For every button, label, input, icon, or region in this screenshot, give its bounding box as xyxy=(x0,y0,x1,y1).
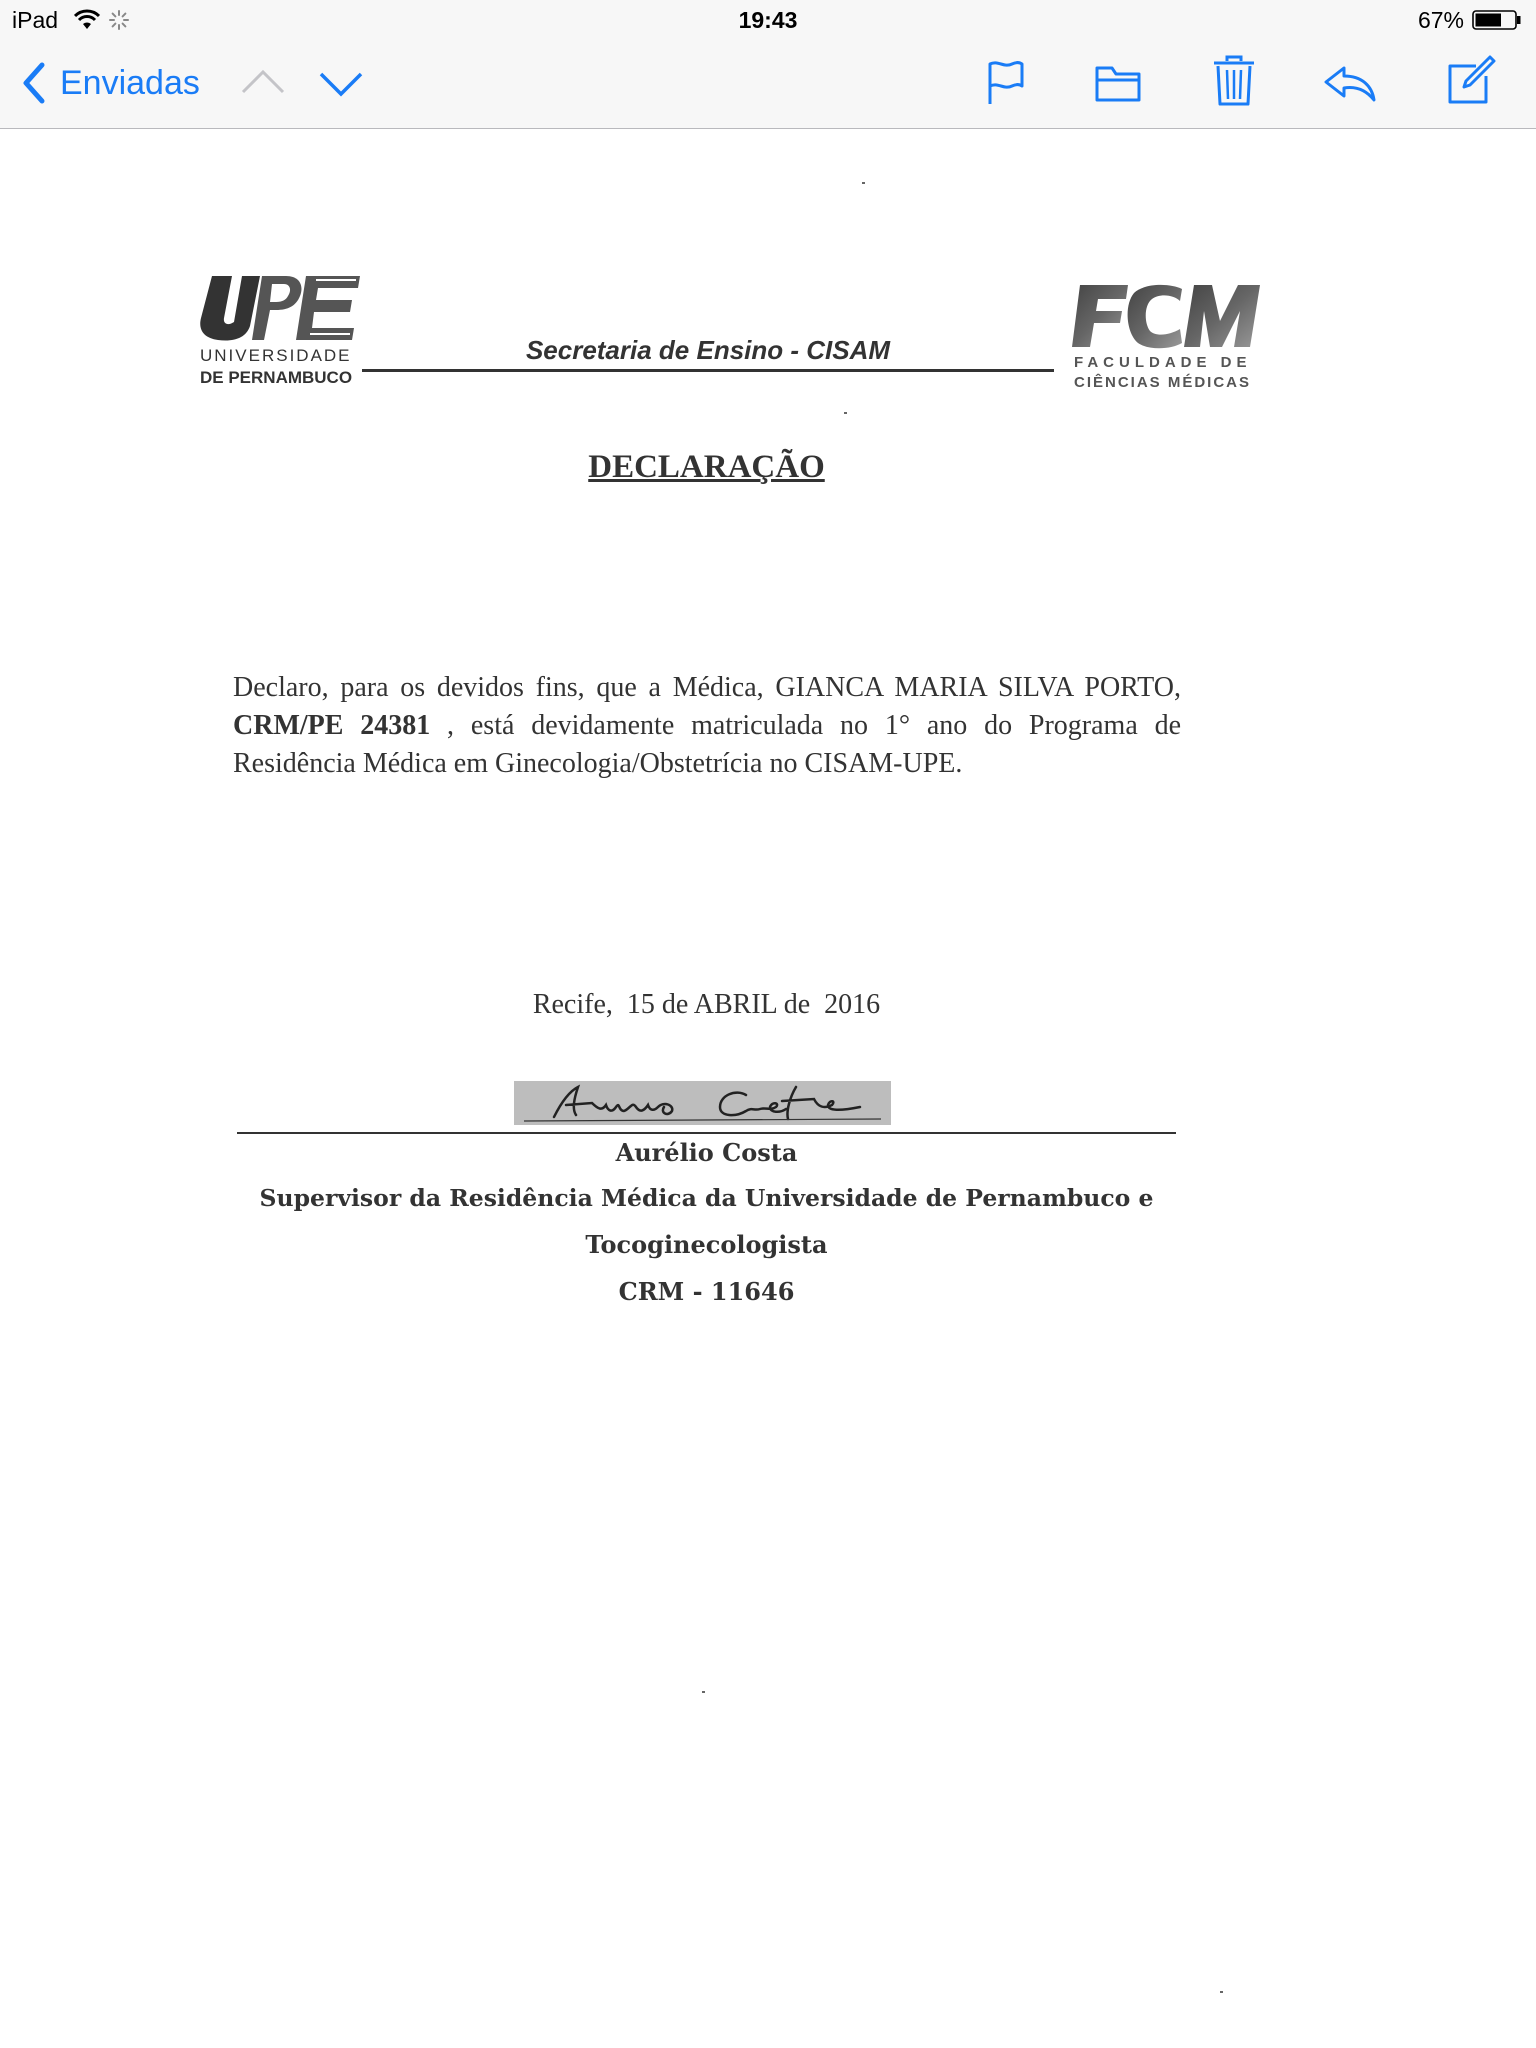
header-divider xyxy=(362,369,1054,372)
flag-icon xyxy=(986,58,1026,108)
handwritten-signature xyxy=(514,1081,891,1125)
scan-speck xyxy=(862,182,865,184)
battery-icon xyxy=(1472,10,1522,30)
declaration-text xyxy=(233,669,1181,783)
scan-speck xyxy=(1220,1991,1223,1993)
fcm-logo-mark xyxy=(1072,281,1262,351)
carrier-label: iPad xyxy=(12,7,59,33)
reply-icon xyxy=(1322,64,1378,104)
signer-role-line2: Tocoginecologista xyxy=(585,1230,828,1259)
move-to-folder-button[interactable] xyxy=(1094,62,1142,104)
document-page xyxy=(0,129,1536,2048)
status-bar xyxy=(0,0,1536,40)
signer-role-line1: Supervisor da Residência Médica da Universidade de Pernambuco e xyxy=(259,1184,1154,1212)
fcm-logo xyxy=(1072,281,1262,391)
previous-message-icon xyxy=(240,68,286,96)
upe-logo-line2: DE PERNAMBUCO xyxy=(200,368,353,387)
folder-icon xyxy=(1094,62,1142,104)
mail-toolbar xyxy=(0,40,1536,129)
upe-logo xyxy=(198,274,360,387)
scan-speck xyxy=(702,1691,705,1693)
fcm-logo-line1: FACULDADE DE xyxy=(1074,354,1252,371)
upe-logo-line1: UNIVERSIDADE xyxy=(200,346,352,365)
compose-button[interactable] xyxy=(1446,54,1496,106)
clock: 19:43 xyxy=(738,7,798,33)
declaration-part1: Declaro, para os devidos fins, que a Médica, GIANCA MARIA SILVA PORTO, xyxy=(233,672,1181,703)
next-message-button[interactable] xyxy=(318,70,364,98)
trash-icon xyxy=(1212,54,1256,108)
upe-logo-mark xyxy=(198,274,360,342)
trash-button[interactable] xyxy=(1212,54,1256,108)
signer-name: Aurélio Costa xyxy=(615,1138,798,1167)
reply-button[interactable] xyxy=(1322,64,1378,104)
flag-button[interactable] xyxy=(986,58,1026,108)
fcm-logo-line2: CIÊNCIAS MÉDICAS xyxy=(1074,374,1252,391)
next-message-icon xyxy=(318,70,364,98)
signature-line xyxy=(237,1132,1176,1134)
declaration-part2: , está devidamente matriculada no 1° ano do Programa de Residência Médica em Ginecologia/Obstetrícia no CISAM-UPE. xyxy=(233,710,1182,779)
compose-icon xyxy=(1446,54,1496,106)
header-title: Secretaria de Ensino - CISAM xyxy=(525,335,891,365)
back-button-label: Enviadas xyxy=(60,63,200,102)
back-chevron-icon xyxy=(20,61,50,105)
scan-speck xyxy=(844,412,847,414)
crm-number: CRM/PE 24381 xyxy=(233,710,431,741)
signer-crm: CRM - 11646 xyxy=(618,1277,795,1306)
place-and-date: Recife, 15 de ABRIL de 2016 xyxy=(532,989,881,1020)
battery-percentage: 67% xyxy=(1417,7,1464,33)
previous-message-button[interactable] xyxy=(240,68,286,96)
back-button[interactable] xyxy=(20,60,200,106)
document-title: DECLARAÇÃO xyxy=(588,449,825,485)
